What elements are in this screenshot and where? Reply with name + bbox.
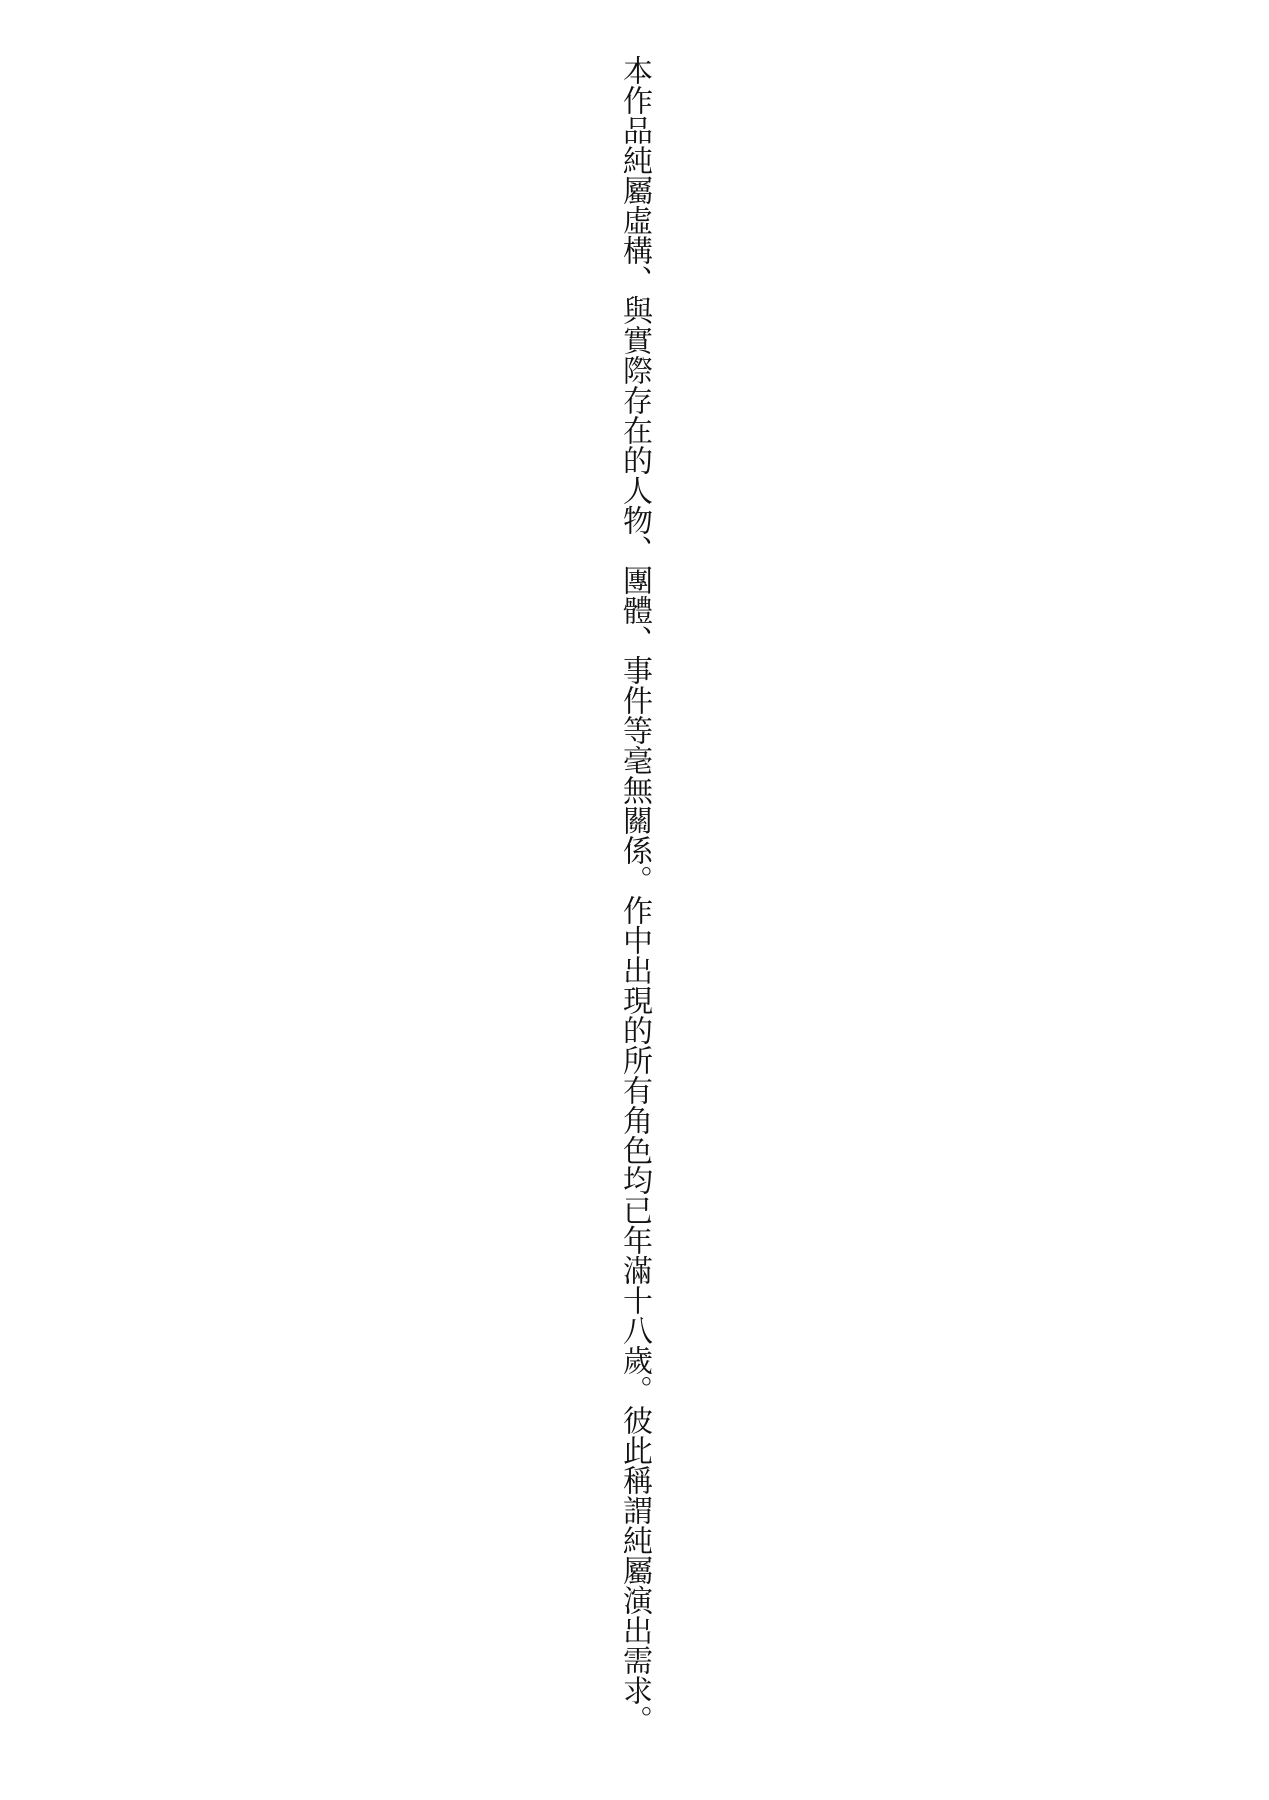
disclaimer-vertical-text: 本作品純屬虛構、與實際存在的人物、團體、事件等毫無關係。作中出現的所有角色均已年滿十八歲。彼此稱謂純屬演出需求。 (618, 55, 651, 1735)
